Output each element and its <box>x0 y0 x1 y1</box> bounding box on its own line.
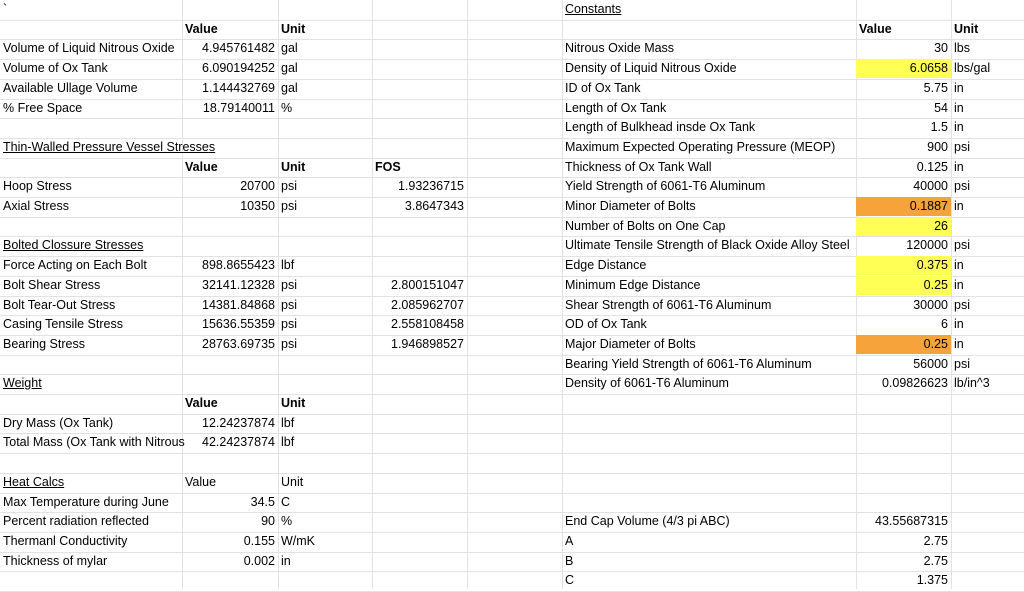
constant-label[interactable]: Edge Distance <box>565 258 647 272</box>
constant-label[interactable]: Density of 6061-T6 Aluminum <box>565 376 729 390</box>
constant-value[interactable]: 0.1887 <box>856 197 951 216</box>
header-value[interactable]: Value <box>185 475 217 489</box>
endcap-label[interactable]: End Cap Volume (4/3 pi ABC) <box>565 514 730 528</box>
row-label[interactable]: Bolt Tear-Out Stress <box>3 298 116 312</box>
constant-value[interactable]: 900 <box>927 140 948 154</box>
constant-label[interactable]: Nitrous Oxide Mass <box>565 41 675 55</box>
constant-unit[interactable]: psi <box>954 298 970 312</box>
row-gridline <box>0 394 1024 395</box>
constant-value[interactable]: 0.25 <box>856 335 951 354</box>
row-unit[interactable]: psi <box>281 298 297 312</box>
constant-value[interactable]: 30000 <box>913 298 948 312</box>
constant-unit[interactable] <box>951 217 1024 236</box>
row-value[interactable]: 4.945761482 <box>202 41 275 55</box>
constant-unit[interactable]: lb/in^3 <box>954 376 990 390</box>
header-unit[interactable]: Unit <box>281 396 306 410</box>
header-value[interactable]: Value <box>185 160 218 174</box>
constant-label[interactable]: Shear Strength of 6061-T6 Aluminum <box>565 298 772 312</box>
constant-unit[interactable]: psi <box>954 179 970 193</box>
endcap-value[interactable]: 2.75 <box>923 554 948 568</box>
constant-label[interactable]: Yield Strength of 6061-T6 Aluminum <box>565 179 766 193</box>
endcap-value[interactable]: 43.55687315 <box>875 514 948 528</box>
row-label[interactable]: Volume of Ox Tank <box>3 61 108 75</box>
row-unit[interactable]: in <box>281 554 291 568</box>
row-value[interactable]: 34.5 <box>250 495 275 509</box>
row-fos[interactable]: 3.8647343 <box>404 199 464 213</box>
constant-value[interactable]: 0.375 <box>856 256 951 275</box>
row-label[interactable]: Thickness of mylar <box>3 554 108 568</box>
endcap-value[interactable]: 2.75 <box>923 534 948 548</box>
constant-label[interactable]: Density of Liquid Nitrous Oxide <box>565 61 737 75</box>
header-value[interactable]: Value <box>859 22 892 36</box>
row-label[interactable]: Force Acting on Each Bolt <box>3 258 147 272</box>
row-fos[interactable]: 1.946898527 <box>391 337 464 351</box>
row-value[interactable]: 0.002 <box>243 554 275 568</box>
constant-label[interactable]: ID of Ox Tank <box>565 81 641 95</box>
constant-label[interactable]: Minor Diameter of Bolts <box>565 199 696 213</box>
row-value[interactable]: 90 <box>261 514 275 528</box>
row-value[interactable]: 0.155 <box>243 534 275 548</box>
column-gridline <box>467 0 468 589</box>
row-unit[interactable]: psi <box>281 317 297 331</box>
row-label[interactable]: Total Mass (Ox Tank with Nitrous <box>3 435 185 449</box>
row-fos[interactable]: 1.93236715 <box>397 179 464 193</box>
section-title-heat[interactable]: Heat Calcs <box>3 475 65 489</box>
header-value[interactable]: Value <box>185 396 218 410</box>
row-value[interactable]: 28763.69735 <box>202 337 275 351</box>
constant-unit[interactable]: lbs/gal <box>954 61 991 75</box>
row-value[interactable]: 898.8655423 <box>202 258 275 272</box>
row-value[interactable]: 18.79140011 <box>202 101 275 115</box>
constant-unit[interactable]: in <box>954 120 964 134</box>
row-unit[interactable]: lbf <box>281 258 295 272</box>
header-fos[interactable]: FOS <box>375 160 401 174</box>
row-gridline <box>0 453 1024 454</box>
row-label[interactable]: % Free Space <box>3 101 83 115</box>
row-label[interactable]: Thermanl Conductivity <box>3 534 128 548</box>
row-label[interactable]: Axial Stress <box>3 199 69 213</box>
row-value[interactable]: 1.144432769 <box>202 81 275 95</box>
row-fos[interactable]: 2.085962707 <box>391 298 464 312</box>
constant-value[interactable]: 40000 <box>913 179 948 193</box>
constant-unit[interactable]: in <box>954 199 964 213</box>
row-label[interactable]: Percent radiation reflected <box>3 514 149 528</box>
row-unit[interactable]: psi <box>281 278 297 292</box>
row-fos[interactable]: 2.800151047 <box>391 278 464 292</box>
constant-value[interactable]: 6.0658 <box>856 59 951 78</box>
constant-label[interactable]: Length of Ox Tank <box>565 101 667 115</box>
row-unit[interactable]: psi <box>281 199 297 213</box>
constant-label[interactable]: Bearing Yield Strength of 6061-T6 Aluminum <box>565 357 812 371</box>
row-value[interactable]: 6.090194252 <box>202 61 275 75</box>
constant-unit[interactable]: in <box>954 160 964 174</box>
row-label[interactable]: Casing Tensile Stress <box>3 317 123 331</box>
row-value[interactable]: 20700 <box>240 179 275 193</box>
constant-label[interactable]: Number of Bolts on One Cap <box>565 219 726 233</box>
constant-unit[interactable]: psi <box>954 238 970 252</box>
constant-label[interactable]: Maximum Expected Operating Pressure (MEOP) <box>565 140 836 154</box>
constant-label[interactable]: OD of Ox Tank <box>565 317 647 331</box>
row-label[interactable]: Dry Mass (Ox Tank) <box>3 416 114 430</box>
constant-unit[interactable]: lbs <box>954 41 970 55</box>
constant-unit[interactable]: in <box>954 81 964 95</box>
row-unit[interactable]: % <box>281 101 293 115</box>
constant-label[interactable]: Thickness of Ox Tank Wall <box>565 160 712 174</box>
row-unit[interactable]: % <box>281 514 293 528</box>
section-title-constants[interactable]: Constants <box>565 2 622 16</box>
constant-value[interactable]: 0.25 <box>856 276 951 295</box>
header-value[interactable]: Value <box>185 22 218 36</box>
row-fos[interactable]: 2.558108458 <box>391 317 464 331</box>
row-unit[interactable]: C <box>281 495 291 509</box>
row-label[interactable]: Bolt Shear Stress <box>3 278 101 292</box>
row-fos[interactable] <box>372 256 467 275</box>
constant-value[interactable]: 26 <box>856 217 951 236</box>
constant-label[interactable]: Ultimate Tensile Strength of Black Oxide Alloy Steel <box>565 238 850 252</box>
row-unit[interactable]: psi <box>281 337 297 351</box>
constant-label[interactable]: Minimum Edge Distance <box>565 278 701 292</box>
row-value[interactable]: 14381.84868 <box>202 298 275 312</box>
endcap-value[interactable]: 1.375 <box>916 573 948 587</box>
row-unit[interactable]: lbf <box>281 435 295 449</box>
row-unit[interactable]: psi <box>281 179 297 193</box>
row-unit[interactable]: gal <box>281 41 298 55</box>
section-title-weight[interactable]: Weight <box>3 376 42 390</box>
row-unit[interactable]: gal <box>281 81 298 95</box>
constant-value[interactable]: 1.5 <box>930 120 948 134</box>
row-label[interactable]: Available Ullage Volume <box>3 81 138 95</box>
row-value[interactable]: 42.24237874 <box>202 435 275 449</box>
constant-value[interactable]: 0.09826623 <box>881 376 948 390</box>
constant-unit[interactable]: psi <box>954 357 970 371</box>
constant-unit[interactable]: in <box>954 317 964 331</box>
row-value[interactable]: 32141.12328 <box>202 278 275 292</box>
constant-unit[interactable]: in <box>954 258 964 272</box>
row-value[interactable]: 12.24237874 <box>202 416 275 430</box>
constant-value[interactable]: 0.125 <box>916 160 948 174</box>
header-unit[interactable]: Unit <box>281 22 306 36</box>
row-label[interactable]: Max Temperature during June <box>3 495 169 509</box>
constant-unit[interactable]: in <box>954 278 964 292</box>
row-label[interactable]: Bearing Stress <box>3 337 85 351</box>
row-unit[interactable]: W/mK <box>281 534 316 548</box>
constant-value[interactable]: 56000 <box>913 357 948 371</box>
endcap-label[interactable]: C <box>565 573 575 587</box>
row-unit[interactable]: lbf <box>281 416 295 430</box>
corner-mark-cell[interactable]: ` <box>3 2 8 16</box>
header-unit[interactable]: Unit <box>281 475 304 489</box>
header-unit[interactable]: Unit <box>954 22 979 36</box>
row-value[interactable]: 10350 <box>240 199 275 213</box>
constant-value[interactable]: 6 <box>941 317 948 331</box>
constant-value[interactable]: 54 <box>934 101 948 115</box>
constant-value[interactable]: 30 <box>934 41 948 55</box>
constant-unit[interactable]: in <box>954 337 964 351</box>
row-label[interactable]: Hoop Stress <box>3 179 72 193</box>
constant-label[interactable]: Length of Bulkhead insde Ox Tank <box>565 120 756 134</box>
row-value[interactable]: 15636.55359 <box>202 317 275 331</box>
section-title-stresses[interactable]: Thin-Walled Pressure Vessel Stresses <box>3 140 216 154</box>
row-label[interactable]: Volume of Liquid Nitrous Oxide <box>3 41 175 55</box>
row-unit[interactable]: gal <box>281 61 298 75</box>
constant-value[interactable]: 5.75 <box>923 81 948 95</box>
endcap-label[interactable]: B <box>565 554 574 568</box>
header-unit[interactable]: Unit <box>281 160 306 174</box>
constant-unit[interactable]: in <box>954 101 964 115</box>
endcap-label[interactable]: A <box>565 534 574 548</box>
constant-unit[interactable]: psi <box>954 140 970 154</box>
constant-label[interactable]: Major Diameter of Bolts <box>565 337 696 351</box>
constant-value[interactable]: 120000 <box>906 238 948 252</box>
section-title-bolted[interactable]: Bolted Clossure Stresses <box>3 238 144 252</box>
